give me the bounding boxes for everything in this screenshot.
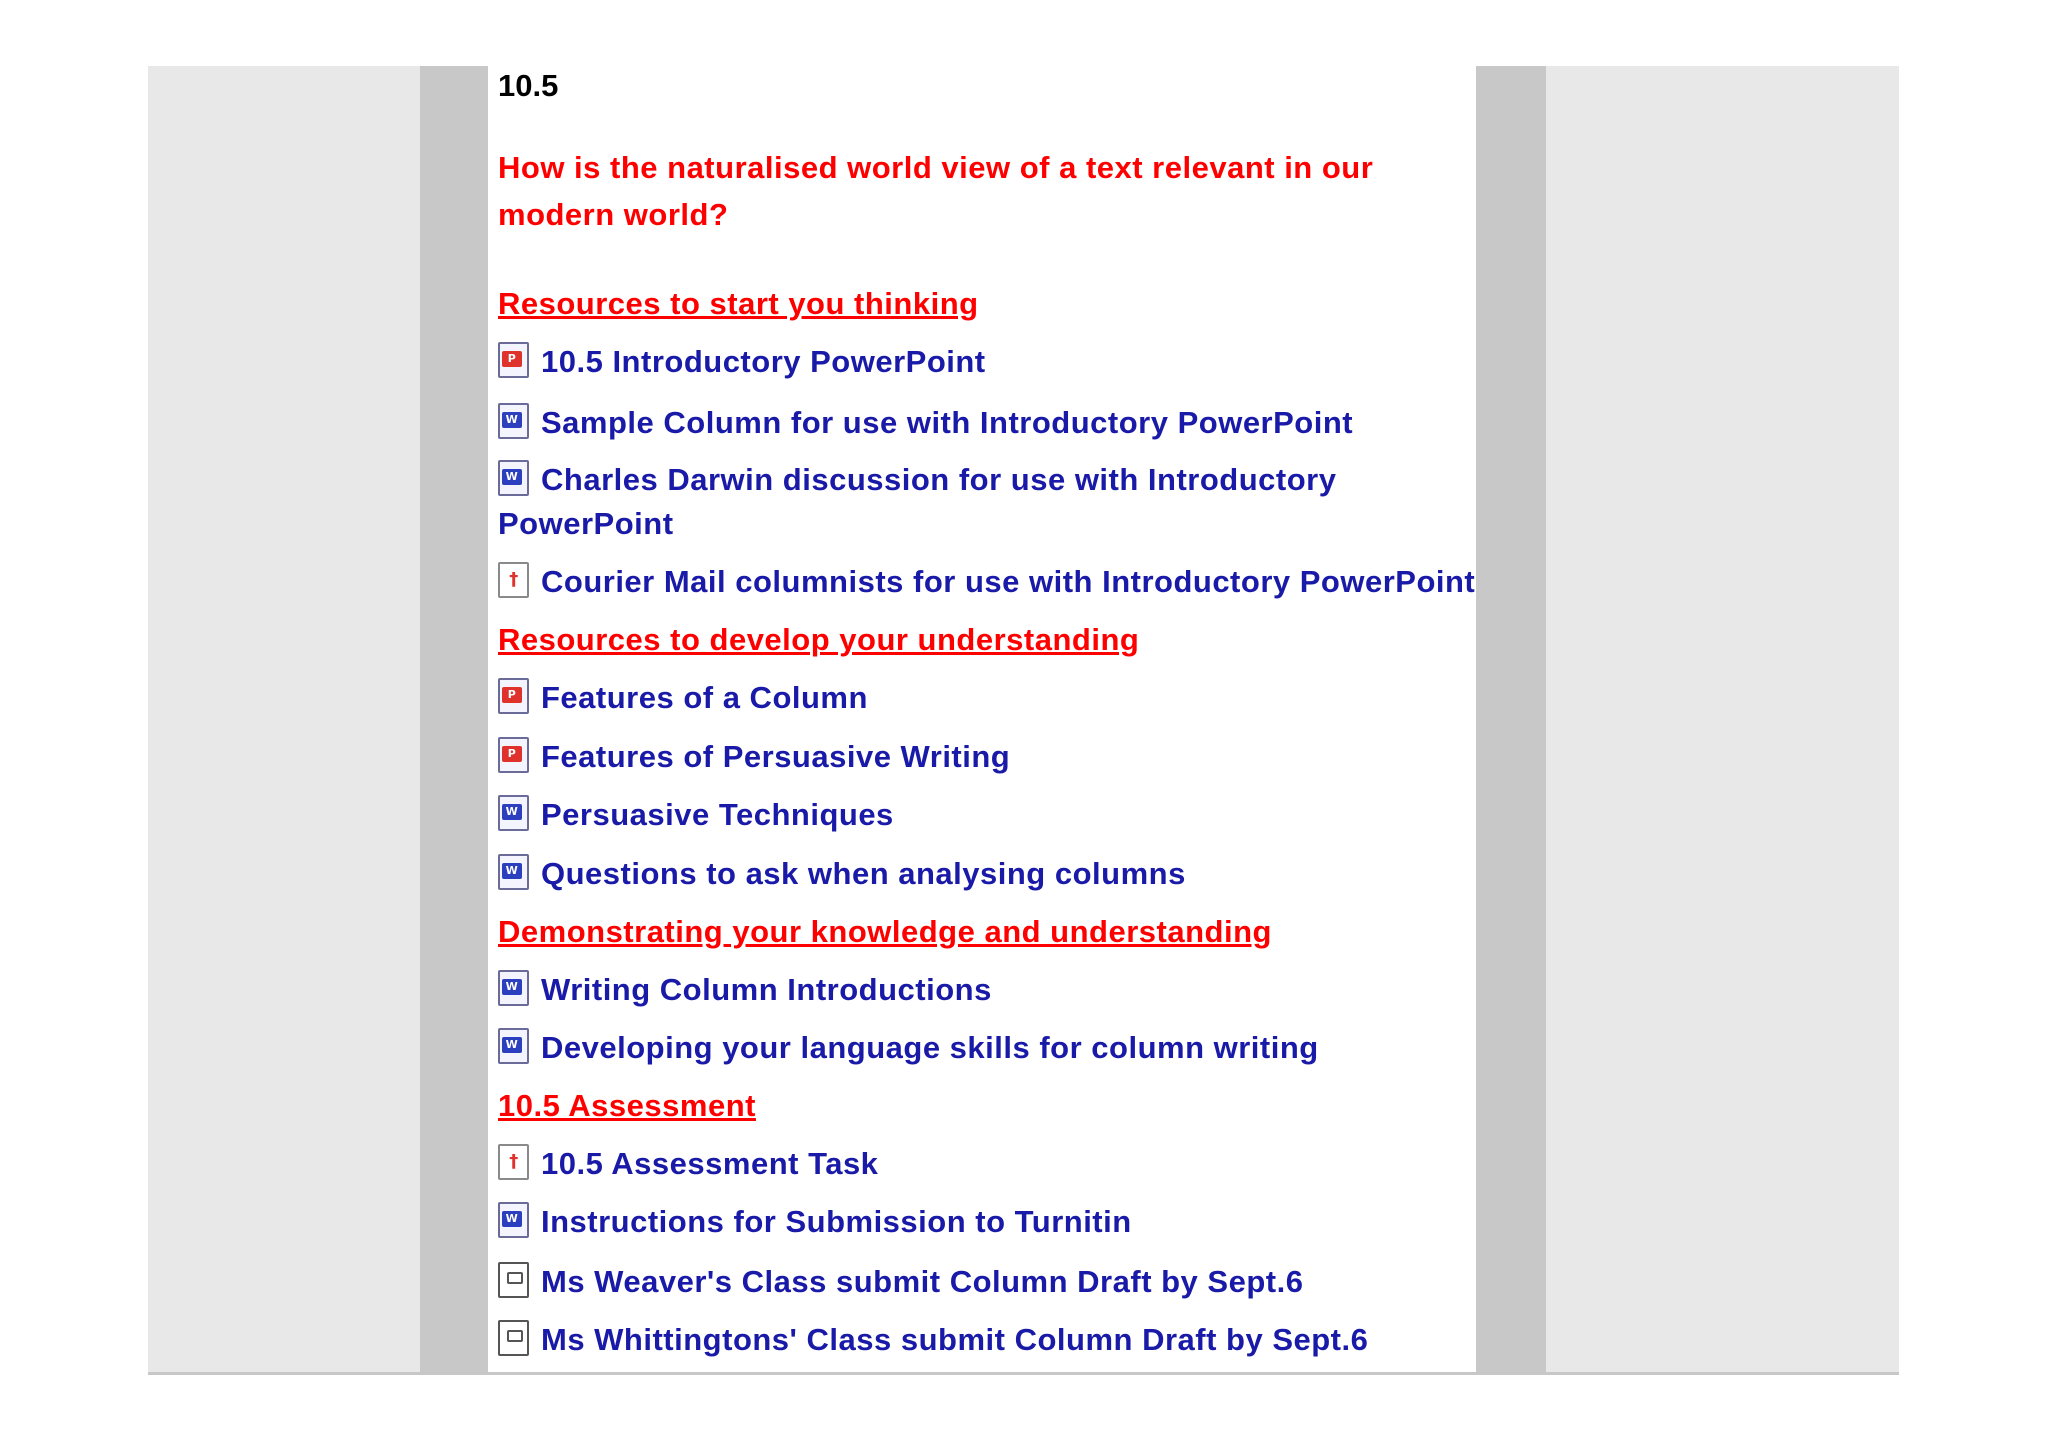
resource-link[interactable]: W Sample Column for use with Introductory PowerPoint bbox=[498, 403, 1353, 443]
resource-link[interactable]: W Writing Column Introductions bbox=[498, 970, 992, 1010]
powerpoint-icon: P bbox=[498, 737, 529, 773]
pdf-icon: † bbox=[498, 562, 529, 598]
resource-link-continuation[interactable]: PowerPoint bbox=[498, 506, 674, 541]
word-doc-icon: W bbox=[498, 1202, 529, 1238]
right-gutter bbox=[1476, 66, 1546, 1372]
unit-question: How is the naturalised world view of a text relevant in our modern world? bbox=[498, 150, 1374, 232]
word-doc-icon: W bbox=[498, 970, 529, 1006]
section-heading-develop-understanding[interactable]: Resources to develop your understanding bbox=[498, 622, 1140, 657]
word-doc-icon: W bbox=[498, 854, 529, 890]
resource-link[interactable]: P Features of Persuasive Writing bbox=[498, 737, 1010, 777]
word-doc-icon: W bbox=[498, 1028, 529, 1064]
assignment-link[interactable]: Ms Weaver's Class submit Column Draft by Sept.6 bbox=[498, 1262, 1303, 1302]
assignment-icon bbox=[498, 1320, 529, 1356]
section-heading-assessment[interactable]: 10.5 Assessment bbox=[498, 1088, 756, 1123]
resource-link[interactable]: W Persuasive Techniques bbox=[498, 795, 894, 835]
left-gutter bbox=[420, 66, 488, 1372]
resource-link[interactable]: † 10.5 Assessment Task bbox=[498, 1144, 878, 1184]
word-doc-icon: W bbox=[498, 795, 529, 831]
resource-link[interactable]: W Developing your language skills for column writing bbox=[498, 1028, 1319, 1068]
screenshot-window bbox=[148, 66, 1899, 1375]
resource-link[interactable]: W Charles Darwin discussion for use with Introductory bbox=[498, 460, 1336, 500]
resource-link[interactable]: W Instructions for Submission to Turnitin bbox=[498, 1202, 1132, 1242]
unit-number: 10.5 bbox=[498, 68, 559, 103]
resource-link[interactable]: W Questions to ask when analysing columns bbox=[498, 854, 1186, 894]
assignment-link[interactable]: Ms Whittingtons' Class submit Column Draft by Sept.6 bbox=[498, 1320, 1368, 1360]
word-doc-icon: W bbox=[498, 460, 529, 496]
resource-link[interactable]: P Features of a Column bbox=[498, 678, 868, 718]
word-doc-icon: W bbox=[498, 403, 529, 439]
section-heading-demonstrating[interactable]: Demonstrating your knowledge and understanding bbox=[498, 914, 1272, 949]
assignment-icon bbox=[498, 1262, 529, 1298]
section-heading-start-thinking[interactable]: Resources to start you thinking bbox=[498, 286, 979, 321]
resource-link[interactable]: P 10.5 Introductory PowerPoint bbox=[498, 342, 986, 382]
pdf-icon: † bbox=[498, 1144, 529, 1180]
powerpoint-icon: P bbox=[498, 342, 529, 378]
powerpoint-icon: P bbox=[498, 678, 529, 714]
resource-link[interactable]: † Courier Mail columnists for use with Introductory PowerPoint bbox=[498, 562, 1475, 602]
